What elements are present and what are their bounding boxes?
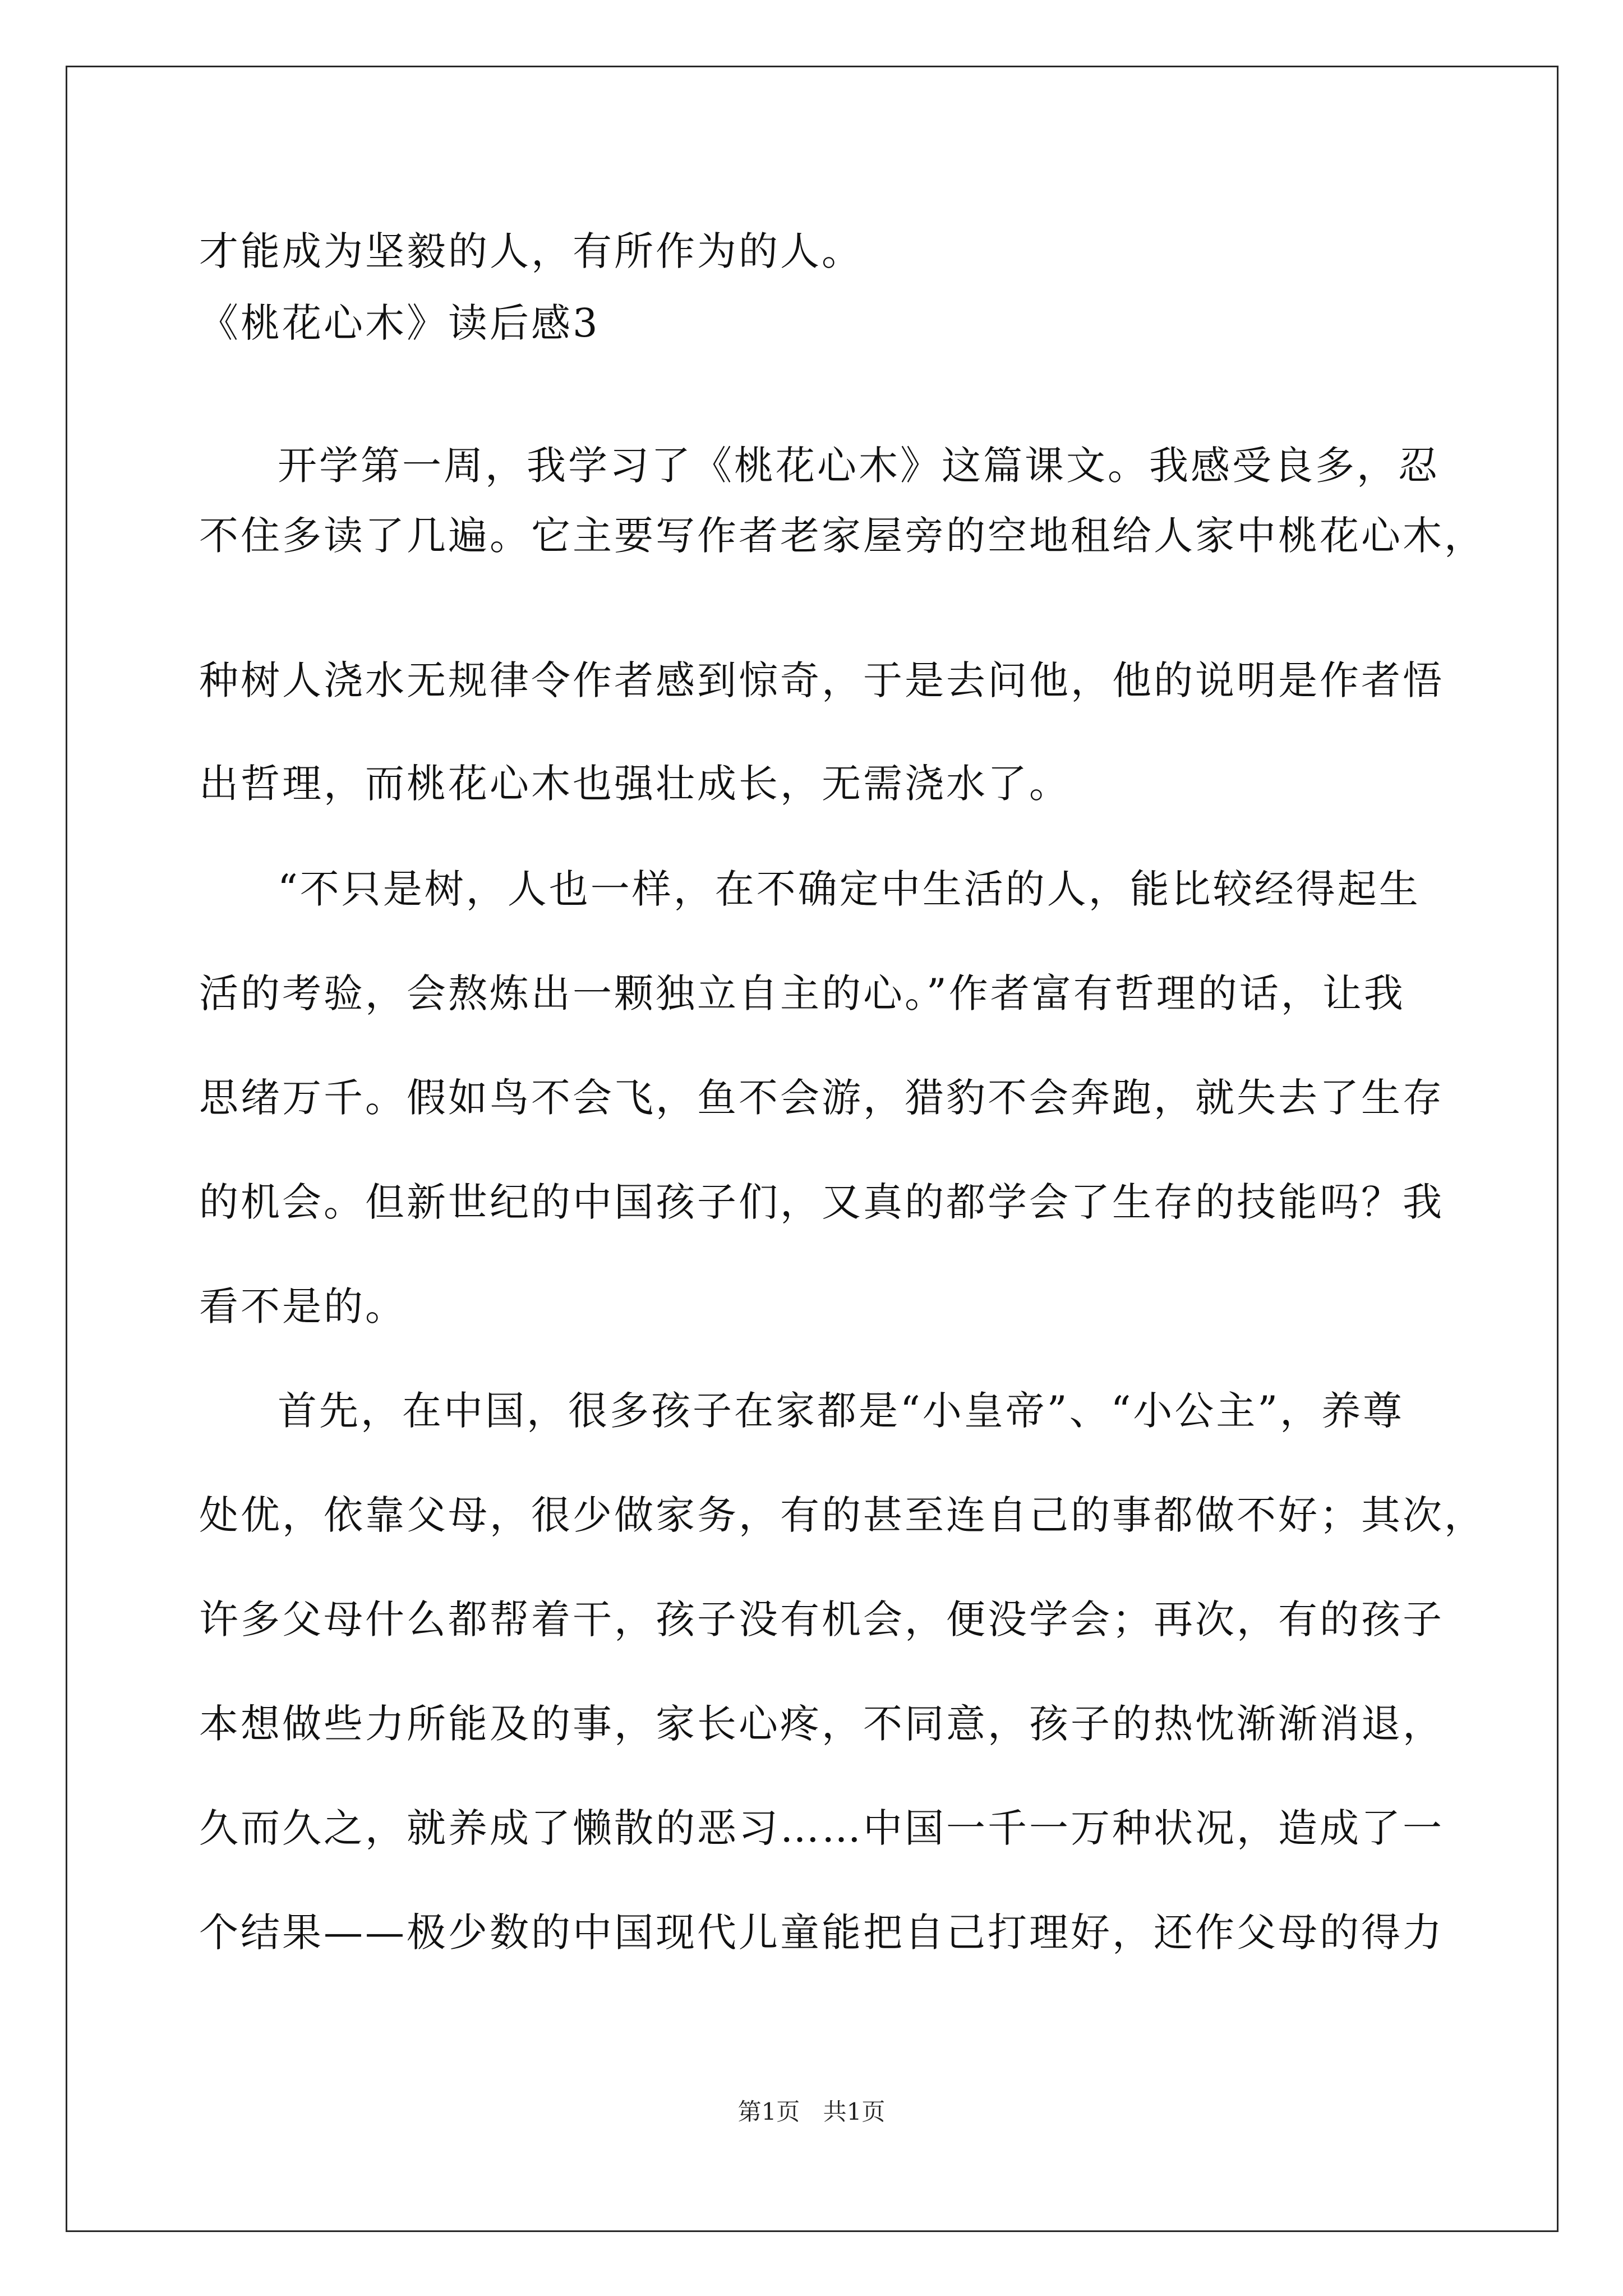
paragraph-line: 的机会。但新世纪的中国孩子们，又真的都学会了生存的技能吗？我 bbox=[199, 1179, 1444, 1225]
paragraph-line: 处优，依靠父母，很少做家务，有的甚至连自己的事都做不好；其次， bbox=[199, 1492, 1486, 1538]
paragraph-line: 种树人浇水无规律令作者感到惊奇，于是去问他，他的说明是作者悟 bbox=[199, 657, 1444, 703]
page-number: 第1页 bbox=[737, 2098, 800, 2125]
paragraph-line: 个结果——极少数的中国现代儿童能把自己打理好，还作父母的得力 bbox=[199, 1910, 1444, 1955]
paragraph-line: 不住多读了几遍。它主要写作者老家屋旁的空地租给人家中桃花心木， bbox=[199, 513, 1486, 559]
paragraph-line: 本想做些力所能及的事，家长心疼，不同意，孩子的热忱渐渐消退， bbox=[199, 1701, 1444, 1747]
paragraph-line: “不只是树，人也一样，在不确定中生活的人，能比较经得起生 bbox=[278, 866, 1421, 912]
paragraph-line: 许多父母什么都帮着干，孩子没有机会，便没学会；再次，有的孩子 bbox=[199, 1596, 1444, 1642]
intro-line: 才能成为坚毅的人，有所作为的人。 bbox=[199, 228, 863, 274]
section-title: 《桃花心木》读后感3 bbox=[199, 300, 600, 346]
page-border bbox=[66, 66, 1559, 2232]
page-footer bbox=[0, 2100, 1623, 2124]
paragraph-line: 看不是的。 bbox=[199, 1283, 407, 1329]
page-total: 共1页 bbox=[823, 2098, 886, 2125]
paragraph-line: 思绪万千。假如鸟不会飞，鱼不会游，猎豹不会奔跑，就失去了生存 bbox=[199, 1075, 1444, 1121]
paragraph-line: 活的考验，会熬炼出一颗独立自主的心。”作者富有哲理的话，让我 bbox=[199, 970, 1405, 1016]
paragraph-line: 首先，在中国，很多孩子在家都是“小皇帝”、“小公主”，养尊 bbox=[278, 1388, 1405, 1434]
paragraph-line: 出哲理，而桃花心木也强壮成长，无需浇水了。 bbox=[199, 761, 1071, 807]
paragraph-line: 开学第一周，我学习了《桃花心木》这篇课文。我感受良多，忍 bbox=[278, 443, 1440, 489]
paragraph-line: 久而久之，就养成了懒散的恶习……中国一千一万种状况，造成了一 bbox=[199, 1805, 1444, 1851]
